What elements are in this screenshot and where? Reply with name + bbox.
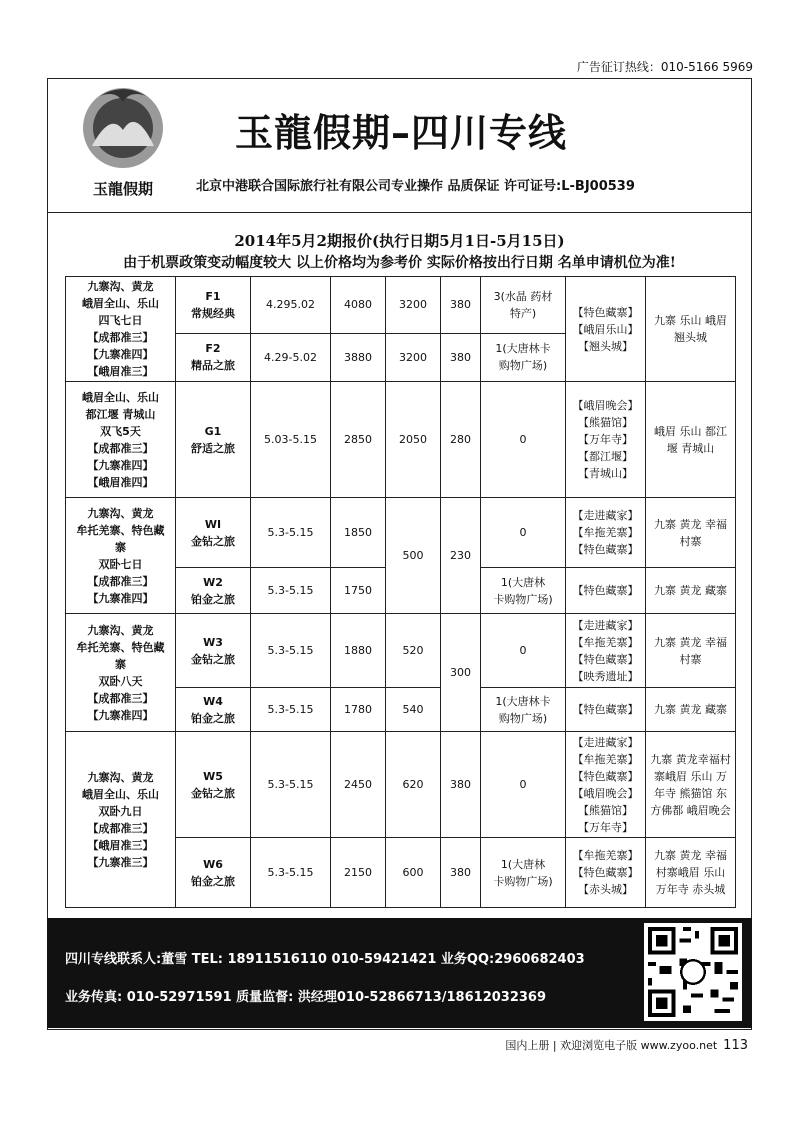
table-row <box>66 277 736 334</box>
price-3: 230 <box>441 498 481 614</box>
travel-dates: 5.3-5.15 <box>251 498 331 568</box>
contact-band <box>47 918 752 1028</box>
scenic-spots: 九寨 黄龙幸福村 寨峨眉 乐山 万 年寺 熊猫馆 东 方佛都 峨眉晚会 <box>646 732 736 838</box>
travel-dates: 5.03-5.15 <box>251 382 331 498</box>
price-3: 380 <box>441 333 481 381</box>
price-3: 300 <box>441 614 481 732</box>
featured-shows: 【走进藏家】 【牟拖羌寨】 【特色藏寨】 【峨眉晚会】 【熊猫馆】 【万年寺】 <box>566 732 646 838</box>
shopping-stops: 1(大唐林 卡购物广场) <box>481 838 566 908</box>
featured-shows: 【特色藏寨】 <box>566 568 646 614</box>
plan-code: W6 铂金之旅 <box>176 838 251 908</box>
price-3: 380 <box>441 732 481 838</box>
contact-line: 四川专线联系人:董雪 TEL: 18911516110 010-59421421 业务QQ:2960682403 <box>65 952 585 967</box>
price-2: 600 <box>386 838 441 908</box>
price-table <box>65 276 736 908</box>
featured-shows: 【走进藏家】 【牟拖羌寨】 【特色藏寨】 <box>566 498 646 568</box>
plan-code: W5 金钻之旅 <box>176 732 251 838</box>
shopping-stops: 0 <box>481 382 566 498</box>
page-title: 玉龍假期–四川专线 <box>235 111 568 155</box>
shopping-stops: 1(大唐林 卡购物广场) <box>481 568 566 614</box>
price-2: 540 <box>386 688 441 732</box>
price-1: 3880 <box>331 333 386 381</box>
plan-code: G1 舒适之旅 <box>176 382 251 498</box>
price-1: 1880 <box>331 614 386 688</box>
company-line: 北京中港联合国际旅行社有限公司专业操作 品质保证 许可证号:L-BJ00539 <box>196 179 635 194</box>
scenic-spots: 九寨 黄龙 幸福 村寨 <box>646 614 736 688</box>
plan-code: F1 常规经典 <box>176 277 251 334</box>
price-1: 2150 <box>331 838 386 908</box>
plan-code: WI 金钻之旅 <box>176 498 251 568</box>
featured-shows: 【走进藏家】 【牟拖羌寨】 【特色藏寨】 【映秀遗址】 <box>566 614 646 688</box>
travel-dates: 5.3-5.15 <box>251 614 331 688</box>
price-1: 2850 <box>331 382 386 498</box>
shopping-stops: 3(水晶 药材 特产) <box>481 277 566 334</box>
shopping-stops: 0 <box>481 614 566 688</box>
page-footer <box>505 1037 748 1053</box>
price-3: 380 <box>441 838 481 908</box>
price-3: 380 <box>441 277 481 334</box>
qr-code <box>644 923 742 1021</box>
price-1: 4080 <box>331 277 386 334</box>
header-divider <box>47 212 752 213</box>
scenic-spots: 九寨 黄龙 藏寨 <box>646 688 736 732</box>
price-2: 520 <box>386 614 441 688</box>
plan-code: W3 金钻之旅 <box>176 614 251 688</box>
route-name: 九寨沟、黄龙 牟托羌寨、特色藏 寨 双卧七日 【成都准三】 【九寨准四】 <box>66 498 176 614</box>
price-notice: 由于机票政策变动幅度较大 以上价格均为参考价 实际价格按出行日期 名单申请机位为准! <box>123 255 676 271</box>
travel-dates: 4.29-5.02 <box>251 333 331 381</box>
price-1: 1850 <box>331 498 386 568</box>
featured-shows: 【峨眉晚会】 【熊猫馆】 【万年寺】 【都江堰】 【青城山】 <box>566 382 646 498</box>
price-2: 3200 <box>386 277 441 334</box>
featured-shows: 【牟拖羌寨】 【特色藏寨】 【赤头城】 <box>566 838 646 908</box>
route-name: 九寨沟、黄龙 峨眉全山、乐山 双卧九日 【成都准三】 【峨眉准三】 【九寨准三】 <box>66 732 176 908</box>
price-2: 3200 <box>386 333 441 381</box>
table-row <box>66 732 736 838</box>
table-row <box>66 498 736 568</box>
featured-shows: 【特色藏寨】 【峨眉乐山】 【翘头城】 <box>566 277 646 382</box>
ad-hotline: 广告征订热线：010-5166 5969 <box>576 60 753 74</box>
plan-code: W2 铂金之旅 <box>176 568 251 614</box>
footer-text: 国内上册 | 欢迎浏览电子版 www.zyoo.net <box>505 1039 718 1052</box>
scenic-spots: 九寨 黄龙 藏寨 <box>646 568 736 614</box>
plan-code: W4 铂金之旅 <box>176 688 251 732</box>
price-2: 2050 <box>386 382 441 498</box>
shopping-stops: 0 <box>481 498 566 568</box>
price-1: 2450 <box>331 732 386 838</box>
route-name: 九寨沟、黄龙 峨眉全山、乐山 四飞七日 【成都准三】 【九寨准四】 【峨眉准三】 <box>66 277 176 382</box>
svg-text:玉龍假期: 玉龍假期 <box>92 180 154 198</box>
route-name: 九寨沟、黄龙 牟托羌寨、特色藏 寨 双卧八天 【成都准三】 【九寨准四】 <box>66 614 176 732</box>
price-1: 1780 <box>331 688 386 732</box>
price-1: 1750 <box>331 568 386 614</box>
scenic-spots: 峨眉 乐山 都江 堰 青城山 <box>646 382 736 498</box>
shopping-stops: 1(大唐林卡 购物广场) <box>481 688 566 732</box>
yulong-logo <box>70 84 176 202</box>
travel-dates: 5.3-5.15 <box>251 688 331 732</box>
price-2: 500 <box>386 498 441 614</box>
featured-shows: 【特色藏寨】 <box>566 688 646 732</box>
page-number: 113 <box>723 1038 748 1053</box>
scenic-spots: 九寨 黄龙 幸福 村寨峨眉 乐山 万年寺 赤头城 <box>646 838 736 908</box>
shopping-stops: 1(大唐林卡 购物广场) <box>481 333 566 381</box>
quote-period: 2014年5月2期报价(执行日期5月1日-5月15日) <box>234 232 565 250</box>
price-3: 280 <box>441 382 481 498</box>
fax-line: 业务传真: 010-52971591 质量监督: 洪经理010-52866713/18612032369 <box>65 990 547 1005</box>
route-name: 峨眉全山、乐山 都江堰 青城山 双飞5天 【成都准三】 【九寨准四】 【峨眉准四】 <box>66 382 176 498</box>
plan-code: F2 精品之旅 <box>176 333 251 381</box>
scenic-spots: 九寨 乐山 峨眉 翘头城 <box>646 277 736 382</box>
table-row <box>66 382 736 498</box>
travel-dates: 5.3-5.15 <box>251 568 331 614</box>
travel-dates: 4.295.02 <box>251 277 331 334</box>
travel-dates: 5.3-5.15 <box>251 732 331 838</box>
travel-dates: 5.3-5.15 <box>251 838 331 908</box>
shopping-stops: 0 <box>481 732 566 838</box>
price-2: 620 <box>386 732 441 838</box>
scenic-spots: 九寨 黄龙 幸福 村寨 <box>646 498 736 568</box>
table-row <box>66 614 736 688</box>
